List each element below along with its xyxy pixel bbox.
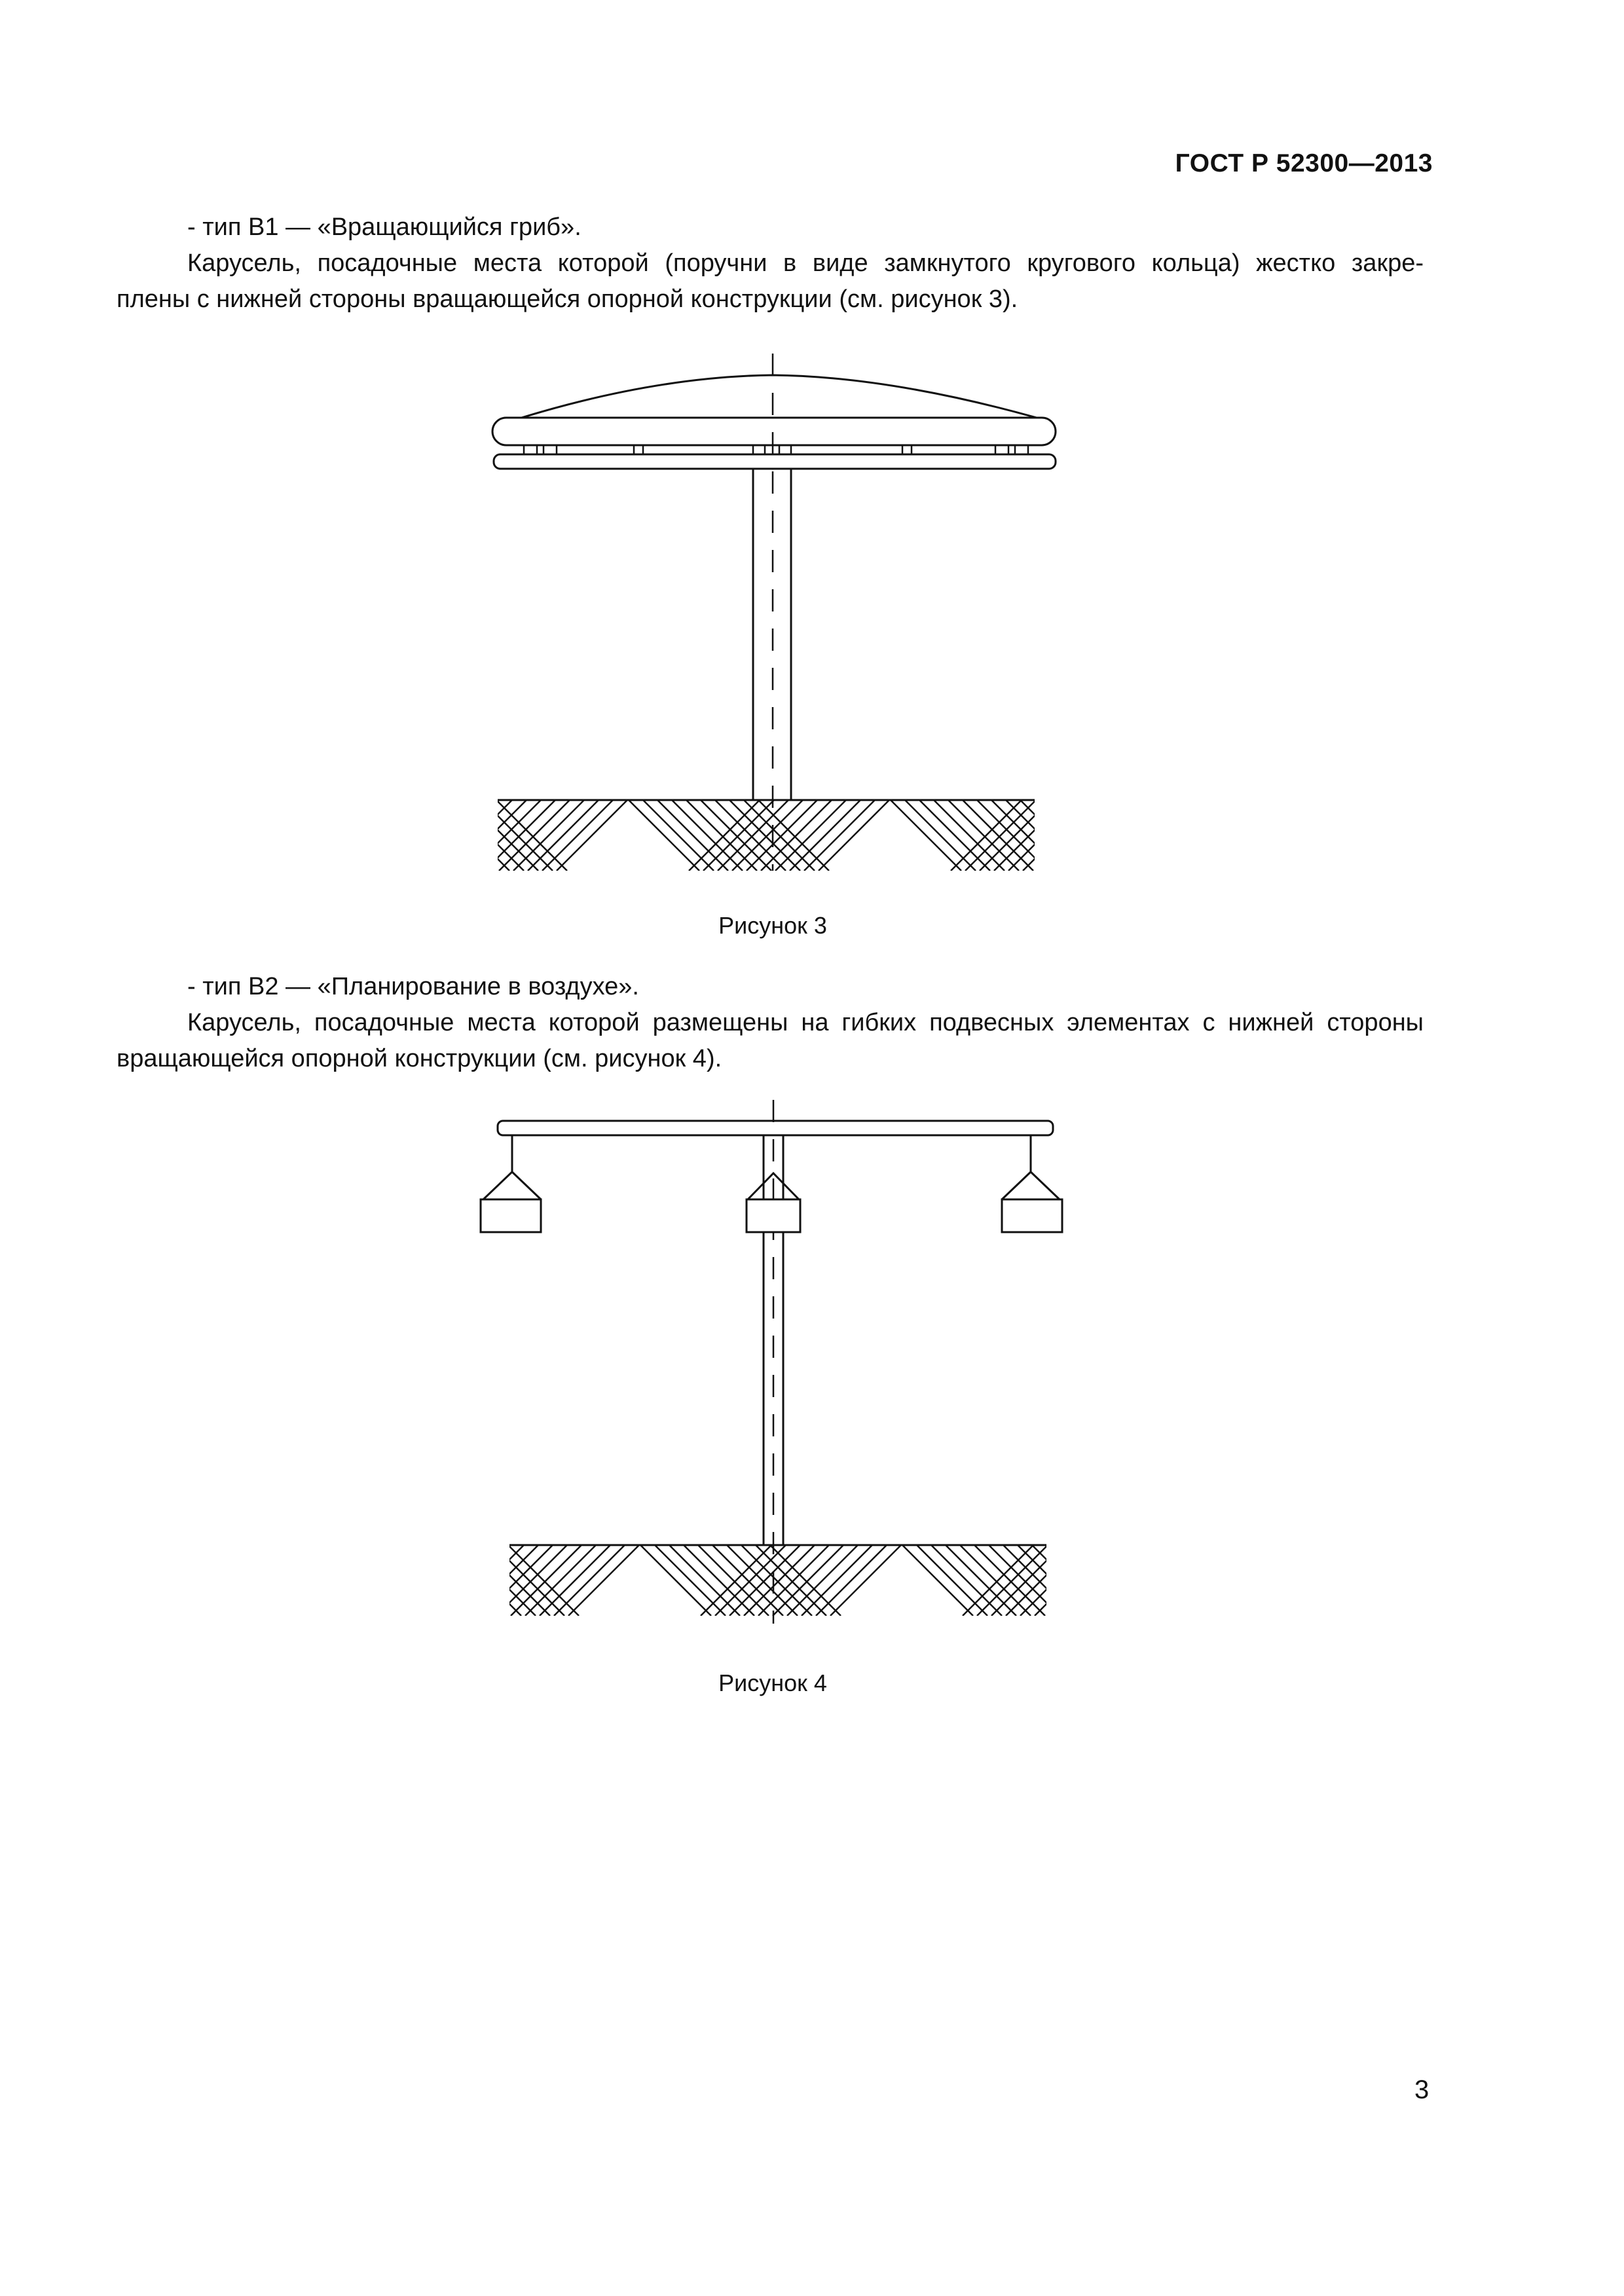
- hatch-line: [1037, 800, 1108, 871]
- hatch-line: [669, 1545, 740, 1616]
- hatch-line: [703, 800, 774, 871]
- figure-3-caption: Рисунок 3: [718, 912, 827, 939]
- hatch-line: [1265, 1545, 1336, 1616]
- hatch-line: [513, 800, 584, 871]
- hatch-line: [554, 1545, 625, 1616]
- hatch-line: [1208, 1545, 1278, 1616]
- hatch-line: [819, 800, 889, 871]
- hatch-line: [934, 800, 1005, 871]
- hatch-line: [568, 1545, 639, 1616]
- page-number: 3: [1414, 2075, 1430, 2104]
- hatch-line: [468, 1545, 538, 1616]
- hatch-line: [1179, 1545, 1249, 1616]
- hatch-line: [917, 1545, 987, 1616]
- hatch-line: [393, 1545, 464, 1616]
- hatch-line: [542, 800, 613, 871]
- hatch-line: [422, 1545, 492, 1616]
- hatch-line: [557, 800, 627, 871]
- hatch-line: [991, 1545, 1062, 1616]
- hatch-line: [381, 800, 452, 871]
- type-b1-description-line2: плены с нижней стороны вращающейся опорной конструкции (см. рисунок 3).: [117, 285, 1018, 313]
- hatch-line: [1196, 800, 1266, 871]
- hatch-line: [1063, 1545, 1134, 1616]
- handrail-ring: [494, 454, 1056, 469]
- hatch-line: [643, 800, 714, 871]
- hatch-line: [974, 1545, 1045, 1616]
- hatch-line: [453, 1545, 524, 1616]
- type-b2-description-line2: вращающейся опорной конструкции (см. рисунок 4).: [117, 1045, 722, 1072]
- hatch-line: [451, 1545, 521, 1616]
- hatch-line: [991, 800, 1062, 871]
- hatch-line: [729, 1545, 800, 1616]
- hatch-line: [905, 800, 976, 871]
- hatch-line: [1193, 1545, 1264, 1616]
- hatch-line: [511, 1545, 581, 1616]
- hatch-line: [1153, 800, 1223, 871]
- hatch-line: [396, 800, 466, 871]
- canopy-dome: [517, 375, 1041, 419]
- hatch-line: [1167, 800, 1238, 871]
- hatch-line: [816, 1545, 887, 1616]
- hatch-line: [367, 800, 437, 871]
- hatch-line: [540, 1545, 610, 1616]
- hatch-line: [931, 1545, 1002, 1616]
- hatch-line: [525, 1545, 596, 1616]
- type-b1-description-line1: Карусель, посадочные места которой (поручни в виде замкнутого кругового кольца) жестко закре-: [187, 249, 1424, 277]
- hatch-line: [1006, 1545, 1077, 1616]
- hatch-line: [1049, 1545, 1120, 1616]
- hatch-line: [994, 800, 1065, 871]
- figure-4-air-gliding-drawing: [378, 1100, 1365, 1624]
- hatch-line: [684, 1545, 754, 1616]
- hatch-line: [410, 800, 481, 871]
- hatch-line: [1092, 1545, 1163, 1616]
- hatch-line: [1052, 800, 1122, 871]
- hatch-line: [790, 800, 860, 871]
- support-beam: [498, 1121, 1053, 1135]
- hatch-line: [1181, 800, 1252, 871]
- hatch-line: [1078, 1545, 1149, 1616]
- hatch-line: [744, 800, 815, 871]
- hatch-line: [963, 800, 1033, 871]
- seat-right: [1002, 1135, 1062, 1232]
- hatch-line: [1239, 800, 1310, 871]
- hatch-line: [718, 800, 788, 871]
- hatch-line: [1225, 800, 1295, 871]
- hatch-line: [441, 800, 512, 871]
- hatch-line: [761, 800, 832, 871]
- hatch-line: [1294, 1545, 1365, 1616]
- hatch-line: [977, 1545, 1048, 1616]
- hatch-line: [640, 1545, 711, 1616]
- section-b2: [117, 969, 1424, 1077]
- hatch-line: [427, 800, 498, 871]
- hatch-line: [951, 800, 1022, 871]
- hatch-line: [686, 800, 757, 871]
- hatch-line: [919, 800, 990, 871]
- hatch-line: [701, 800, 771, 871]
- hatch-line: [946, 1545, 1016, 1616]
- hatch-line: [1035, 1545, 1105, 1616]
- hatch-line: [528, 800, 599, 871]
- hatch-line: [629, 800, 699, 871]
- hatch-line: [741, 1545, 812, 1616]
- hatch-line: [715, 800, 786, 871]
- hatch-line: [1066, 800, 1137, 871]
- hatch-line: [689, 800, 760, 871]
- hatch-line: [1210, 800, 1281, 871]
- ground-hatching: [367, 800, 1353, 871]
- hatch-line: [732, 800, 803, 871]
- seat-left: [481, 1135, 541, 1232]
- hatch-line: [470, 800, 541, 871]
- hatch-line: [698, 1545, 769, 1616]
- hatch-line: [977, 800, 1048, 871]
- hatch-line: [485, 800, 555, 871]
- hatch-line: [468, 800, 538, 871]
- hatch-line: [1018, 1545, 1088, 1616]
- hatch-line: [1006, 800, 1077, 871]
- hatch-line: [1080, 800, 1151, 871]
- hatch-line: [787, 1545, 858, 1616]
- hatch-line: [960, 1545, 1031, 1616]
- type-b1-line: - тип В1 — «Вращающийся гриб».: [187, 213, 581, 241]
- document-standard-number: ГОСТ Р 52300—2013: [1175, 149, 1433, 177]
- hatch-line: [1164, 1545, 1235, 1616]
- hatch-line: [482, 800, 553, 871]
- hatch-line: [378, 1545, 449, 1616]
- hatch-line: [756, 1545, 826, 1616]
- hatch-line: [963, 1545, 1033, 1616]
- type-b2-description-line1: Карусель, посадочные места которой размещены на гибких подвесных элементах с нижней стороны: [187, 1009, 1424, 1036]
- hatch-line: [744, 1545, 815, 1616]
- hatch-line: [891, 800, 961, 871]
- hatch-line: [747, 800, 817, 871]
- hatch-line: [775, 800, 846, 871]
- hatch-line: [465, 1545, 536, 1616]
- figure-4-caption: Рисунок 4: [718, 1669, 827, 1696]
- hatch-line: [1236, 1545, 1307, 1616]
- hatch-line: [479, 1545, 550, 1616]
- hatch-line: [657, 800, 728, 871]
- hatch-line: [496, 800, 567, 871]
- hatch-line: [1003, 1545, 1074, 1616]
- hatch-line: [980, 800, 1050, 871]
- hatch-line: [1020, 800, 1091, 871]
- hatch-line: [439, 800, 509, 871]
- hatch-line: [1023, 800, 1094, 871]
- hatch-line: [1253, 800, 1324, 871]
- hatch-line: [1020, 1545, 1091, 1616]
- hatch-line: [1280, 1545, 1350, 1616]
- hatch-line: [1032, 1545, 1103, 1616]
- hatch-line: [1268, 800, 1338, 871]
- hatch-line: [773, 1545, 843, 1616]
- hatch-line: [499, 800, 570, 871]
- hatch-line: [758, 800, 829, 871]
- hatch-line: [496, 1545, 567, 1616]
- hatch-line: [965, 800, 1036, 871]
- hatch-line: [482, 1545, 553, 1616]
- type-b2-line: - тип В2 — «Планирование в воздухе».: [187, 973, 639, 1000]
- hatch-line: [758, 1545, 829, 1616]
- hatch-line: [1282, 800, 1353, 871]
- hatch-line: [727, 1545, 798, 1616]
- hatch-line: [1008, 800, 1079, 871]
- hatch-line: [701, 1545, 771, 1616]
- hatch-line: [1251, 1545, 1321, 1616]
- hatch-line: [802, 1545, 872, 1616]
- hatch-line: [1222, 1545, 1293, 1616]
- hatch-line: [453, 800, 524, 871]
- hatch-line: [948, 800, 1019, 871]
- hatch-line: [424, 800, 495, 871]
- seat-spacers: [524, 445, 1028, 454]
- hatch-line: [672, 800, 743, 871]
- hatch-line: [804, 800, 875, 871]
- hatch-line: [655, 1545, 726, 1616]
- hatch-line: [436, 1545, 507, 1616]
- hatch-line: [439, 1545, 509, 1616]
- hatch-line: [494, 1545, 564, 1616]
- hatch-line: [456, 800, 526, 871]
- canopy-rim: [492, 418, 1056, 445]
- hatch-line: [508, 1545, 579, 1616]
- hatch-line: [989, 1545, 1060, 1616]
- hatch-line: [770, 1545, 841, 1616]
- hatch-line: [715, 1545, 786, 1616]
- hatch-line: [729, 800, 800, 871]
- hatch-line: [830, 1545, 901, 1616]
- hatch-line: [407, 1545, 478, 1616]
- ground-hatching: [378, 1545, 1365, 1616]
- hatch-line: [902, 1545, 973, 1616]
